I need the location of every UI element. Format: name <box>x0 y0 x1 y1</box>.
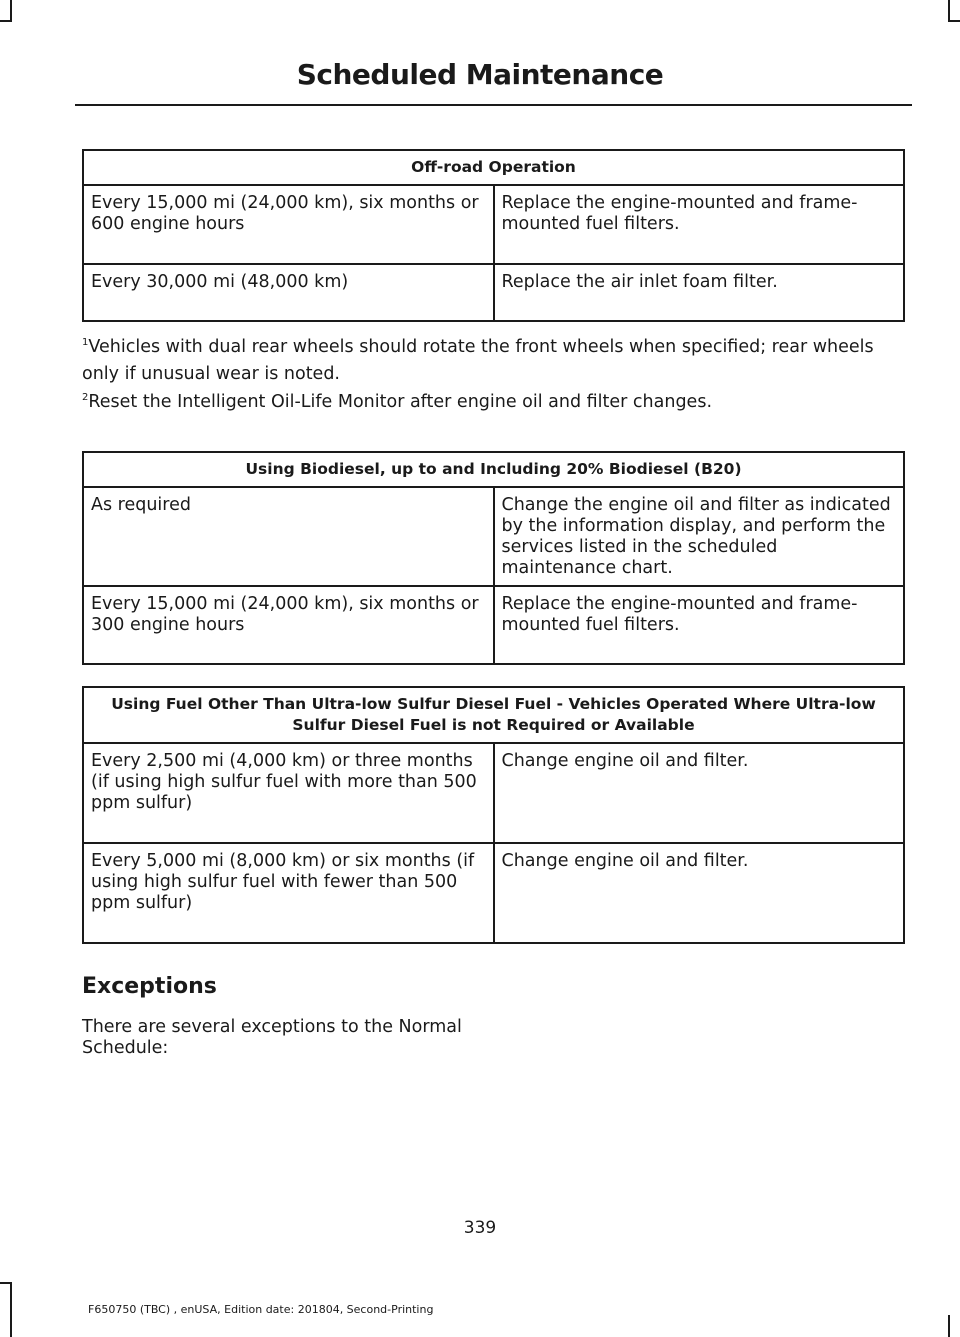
footnote-text: Reset the Intelligent Oil-Life Monitor after engine oil and filter changes. <box>88 392 713 412</box>
crop-mark <box>948 1315 950 1337</box>
exceptions-text: There are several exceptions to the Normal Schedule: <box>82 1017 462 1058</box>
crop-mark <box>0 20 12 22</box>
interval-cell: As required <box>83 487 494 586</box>
table-row <box>83 743 904 843</box>
biodiesel-table <box>82 451 905 665</box>
service-cell: Change engine oil and filter. <box>494 843 905 943</box>
footnote-text: Vehicles with dual rear wheels should rotate the front wheels when specified; rear wheels only if unusual wear is noted. <box>82 337 874 384</box>
interval-cell: Every 15,000 mi (24,000 km), six months or 300 engine hours <box>83 586 494 664</box>
page-number: 339 <box>463 1218 497 1238</box>
table-row <box>83 586 904 664</box>
footnote-mark: 1 <box>82 337 89 348</box>
service-cell: Change the engine oil and filter as indicated by the information display, and perform the services listed in the scheduled maintenance chart. <box>494 487 905 586</box>
page-title: Scheduled Maintenance <box>296 58 664 91</box>
crop-mark <box>10 0 12 22</box>
interval-cell: Every 5,000 mi (8,000 km) or six months (if using high sulfur fuel with fewer than 500 ppm sulfur) <box>83 843 494 943</box>
table-row <box>83 487 904 586</box>
footnote-mark: 2 <box>82 392 89 403</box>
table-row <box>83 264 904 321</box>
table-row <box>83 843 904 943</box>
interval-cell: Every 30,000 mi (48,000 km) <box>83 264 494 321</box>
high-sulfur-fuel-table <box>82 686 905 944</box>
interval-cell: Every 2,500 mi (4,000 km) or three months (if using high sulfur fuel with more than 500 ppm sulfur) <box>83 743 494 843</box>
header-rule <box>75 104 912 106</box>
table-title: Off-road Operation <box>83 150 904 185</box>
table-title: Using Biodiesel, up to and Including 20% Biodiesel (B20) <box>83 452 904 487</box>
footnote <box>82 384 910 416</box>
footnote <box>82 329 910 388</box>
table-title: Using Fuel Other Than Ultra-low Sulfur Diesel Fuel - Vehicles Operated Where Ultra-low Sulfur Diesel Fuel is not Required or Available <box>83 687 904 743</box>
table-header-row <box>83 150 904 185</box>
service-cell: Change engine oil and filter. <box>494 743 905 843</box>
footer-edition: F650750 (TBC) , enUSA, Edition date: 201804, Second-Printing <box>88 1303 434 1316</box>
table-header-row <box>83 452 904 487</box>
table-row <box>83 185 904 264</box>
interval-cell: Every 15,000 mi (24,000 km), six months or 600 engine hours <box>83 185 494 264</box>
crop-mark <box>948 20 960 22</box>
table-header-row <box>83 687 904 743</box>
service-cell: Replace the air inlet foam filter. <box>494 264 905 321</box>
crop-mark <box>948 0 950 22</box>
off-road-operation-table <box>82 149 905 322</box>
crop-mark <box>0 1282 12 1284</box>
exceptions-heading: Exceptions <box>82 974 217 999</box>
service-cell: Replace the engine-mounted and frame-mounted fuel filters. <box>494 586 905 664</box>
crop-mark <box>10 1282 12 1337</box>
service-cell: Replace the engine-mounted and frame-mounted fuel filters. <box>494 185 905 264</box>
